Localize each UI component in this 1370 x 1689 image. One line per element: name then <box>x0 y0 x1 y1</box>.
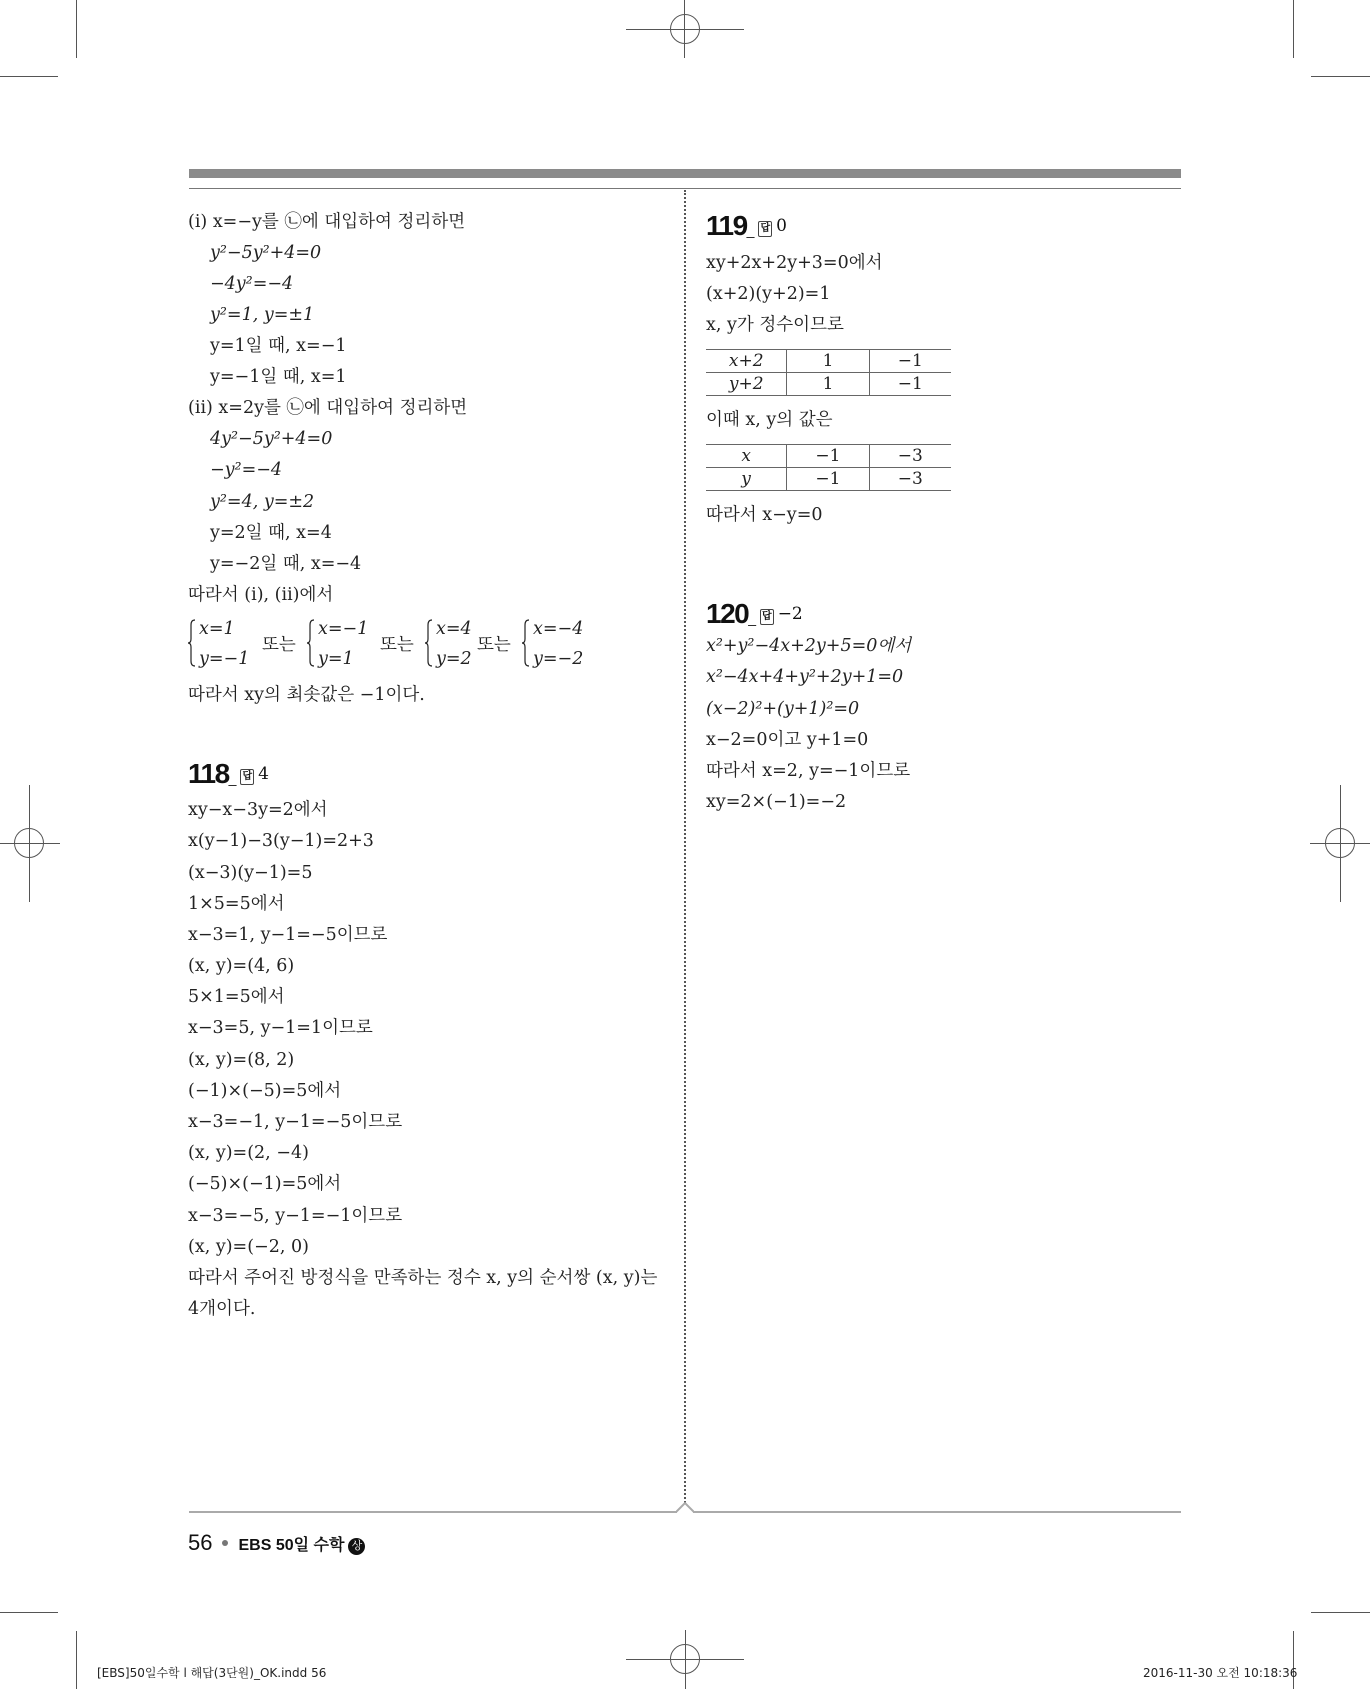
solution-line: (x−2)²+(y+1)²=0 <box>706 699 860 719</box>
page-number: 56 <box>188 1530 213 1555</box>
crop-mark <box>0 1612 58 1613</box>
slug-timestamp: 2016-11-30 오전 10:18:36 <box>1143 1666 1298 1680</box>
bullet-icon <box>222 1540 228 1546</box>
solution-line: x−3=−5, y−1=−1이므로 <box>188 1206 403 1226</box>
equation-system: x=1 y=−1 <box>188 619 258 673</box>
or-label: 또는 <box>477 635 511 655</box>
solution-line: xy=2×(−1)=−2 <box>706 792 847 812</box>
problem-number: 118 <box>188 758 229 789</box>
solution-line: 4개이다. <box>188 1299 256 1319</box>
solution-line: (x, y)=(8, 2) <box>188 1050 295 1070</box>
table-row: y+2 1 −1 <box>706 373 951 396</box>
answer-value: 4 <box>258 764 269 784</box>
values-table <box>706 444 951 491</box>
therefore-text: 따라서 (ⅰ), (ⅱ)에서 <box>188 585 334 605</box>
case2-step: y=2일 때, x=4 <box>210 523 332 543</box>
solution-line: x−3=−1, y−1=−5이므로 <box>188 1112 403 1132</box>
left-brace-icon <box>522 619 530 667</box>
footer-rule <box>189 1511 677 1513</box>
solution-line: 5×1=5에서 <box>188 987 285 1007</box>
solution-line: (−5)×(−1)=5에서 <box>188 1174 342 1194</box>
solution-line: x²−4x+4+y²+2y+1=0 <box>706 667 904 687</box>
solution-line: xy+2x+2y+3=0에서 <box>706 253 883 273</box>
page-footer <box>188 1530 365 1556</box>
solution-line: 이때 x, y의 값은 <box>706 410 833 430</box>
solution-line: x−3=1, y−1=−5이므로 <box>188 925 388 945</box>
case1-step: −4y²=−4 <box>210 274 294 294</box>
case1-step: y=1일 때, x=−1 <box>210 336 347 356</box>
answer-badge: 답 <box>758 221 772 237</box>
solution-line: 따라서 주어진 방정식을 만족하는 정수 x, y의 순서쌍 (x, y)는 <box>188 1268 658 1288</box>
crop-mark <box>0 76 58 77</box>
or-label: 또는 <box>262 635 296 655</box>
equation-system: x=−4 y=−2 <box>522 619 592 673</box>
footer-caret-icon <box>676 1501 694 1514</box>
crop-mark <box>1293 0 1294 58</box>
solution-line: (x, y)=(−2, 0) <box>188 1237 309 1257</box>
case2-step: y²=4, y=±2 <box>210 492 315 512</box>
book-title: EBS 50일 수학 <box>238 1537 345 1554</box>
problem-120-heading: 120_ 답 −2 <box>706 598 803 629</box>
crop-mark <box>76 1631 77 1689</box>
solution-line: 따라서 x=2, y=−1이므로 <box>706 761 911 781</box>
solution-line: (x+2)(y+2)=1 <box>706 284 831 304</box>
or-label: 또는 <box>380 635 414 655</box>
solution-line: (x, y)=(2, −4) <box>188 1143 309 1163</box>
footer-rule <box>693 1511 1181 1513</box>
left-brace-icon <box>188 619 196 667</box>
problem-number: 120 <box>706 598 749 629</box>
equation-system: x=4 y=2 <box>425 619 495 673</box>
problem-number: 119 <box>706 210 747 241</box>
solution-line: (x−3)(y−1)=5 <box>188 863 313 883</box>
case1-step: y=−1일 때, x=1 <box>210 367 347 387</box>
conclusion-text: 따라서 xy의 최솟값은 −1이다. <box>188 685 425 705</box>
crop-mark <box>1311 1612 1370 1613</box>
case2-step: −y²=−4 <box>210 460 283 480</box>
level-badge: 상 <box>348 1538 365 1555</box>
solution-line: x−3=5, y−1=1이므로 <box>188 1018 373 1038</box>
table-row: x+2 1 −1 <box>706 350 951 373</box>
slug-filename: [EBS]50일수학 l 해답(3단원)_OK.indd 56 <box>97 1666 327 1680</box>
solution-line: 1×5=5에서 <box>188 894 285 914</box>
problem-119-heading: 119_ 답 0 <box>706 210 787 241</box>
solution-line: x(y−1)−3(y−1)=2+3 <box>188 831 374 851</box>
left-brace-icon <box>307 619 315 667</box>
answer-badge: 답 <box>760 609 774 625</box>
column-divider <box>684 190 686 1503</box>
header-rule <box>189 188 1181 189</box>
equation-system: x=−1 y=1 <box>307 619 377 673</box>
case1-step: y²=1, y=±1 <box>210 305 315 325</box>
crop-mark <box>76 0 77 58</box>
case2-step: y=−2일 때, x=−4 <box>210 554 362 574</box>
case2-intro: (ⅱ) x=2y를 ㉡에 대입하여 정리하면 <box>188 398 468 418</box>
solution-line: x, y가 정수이므로 <box>706 315 844 335</box>
solution-line: (x, y)=(4, 6) <box>188 956 295 976</box>
solution-line: x²+y²−4x+2y+5=0에서 <box>706 636 912 656</box>
answer-value: 0 <box>776 216 787 236</box>
solution-line: xy−x−3y=2에서 <box>188 800 328 820</box>
problem-118-heading: 118_ 답 4 <box>188 758 269 789</box>
answer-badge: 답 <box>240 769 254 785</box>
table-row: y −1 −3 <box>706 468 951 491</box>
left-brace-icon <box>425 619 433 667</box>
solution-line: 따라서 x−y=0 <box>706 505 823 525</box>
case1-step: y²−5y²+4=0 <box>210 243 322 263</box>
answer-value: −2 <box>777 604 803 624</box>
factor-table <box>706 349 951 396</box>
crop-mark <box>1311 76 1370 77</box>
case2-step: 4y²−5y²+4=0 <box>210 429 333 449</box>
header-bar <box>189 169 1181 178</box>
solution-line: x−2=0이고 y+1=0 <box>706 730 869 750</box>
table-row: x −1 −3 <box>706 445 951 468</box>
solution-line: (−1)×(−5)=5에서 <box>188 1081 342 1101</box>
case1-intro: (ⅰ) x=−y를 ㉡에 대입하여 정리하면 <box>188 212 466 232</box>
